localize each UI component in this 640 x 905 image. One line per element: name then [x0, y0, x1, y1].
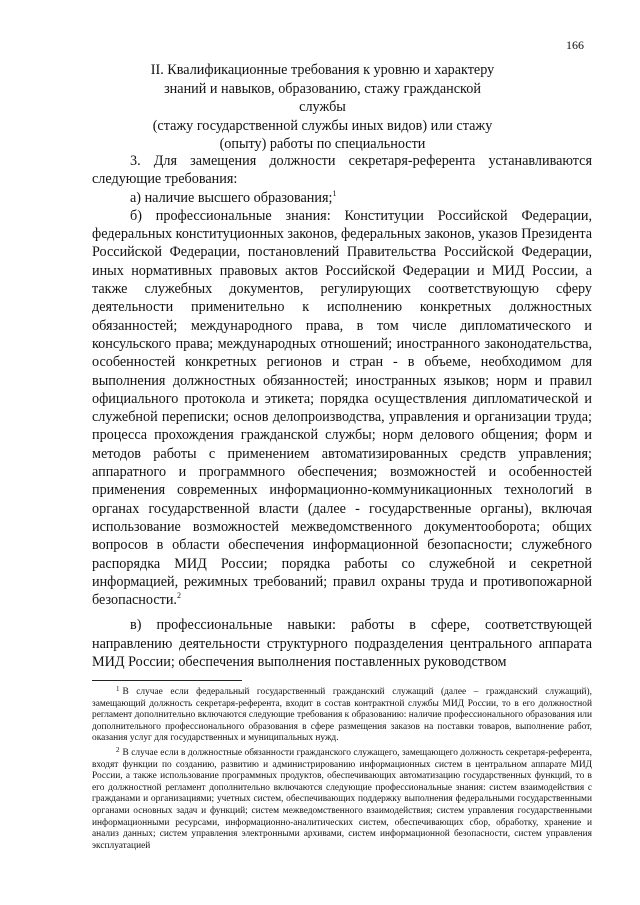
page-number: 166 — [566, 38, 584, 52]
section-heading — [150, 61, 495, 154]
footnote-reference: 1 — [332, 188, 337, 198]
footnote-2 — [92, 745, 592, 852]
requirement-b — [92, 207, 592, 610]
requirement-v: в) профессиональные навыки: работы в сфере, соответствующей направлению деятельности структурного подразделения центрального аппарата МИД России; обеспечения выполнения поставленных руководством — [92, 617, 592, 671]
footnote-1 — [92, 684, 592, 745]
requirements-intro: 3. Для замещения должности секретаря-референта устанавливаются следующие требования: — [92, 153, 592, 188]
footnote-text: В случае если в должностные обязанности гражданского служащего, замещающего должность секретаря-референта, входят функции по созданию, развитию и администрированию информационных систем в центральном аппарате МИД России, а также использование программных продуктов, обеспечивающих автоматизацию государственных функций, то в его должностной регламент дополнительно включаются следующие профессиональные знания: систем взаимодействия с гражданами и организациями; учетных систем, обеспечивающих поддержку выполнения федеральными государственными органами основных задач и функций; систем межведомственного взаимодействия; систем управления государственными информационными ресурсами, информационно-аналитических систем, обеспечивающих сбор, обработку, хранение и анализ данных; систем управления электронными архивами, систем информационной безопасности, систем управления эксплуатацией — [92, 747, 592, 851]
heading-line: II. Квалификационные требования к уровню и характеру — [150, 62, 495, 78]
requirement-a-text: а) наличие высшего образования; — [130, 189, 333, 206]
footnote-text: В случае если федеральный государственный гражданский служащий (далее – гражданский служащий), замещающий должность секретаря-референта, входит в состав контрактной службы МИД России, то в его должностной регламент дополнительно включаются следующие требования к образованию: наличие профессионального образования или дополнительного профессионального образования в сфере размещения заказов на поставки товаров, выполнение работ, оказания услуг для государственных и муниципальных нужд. — [92, 687, 592, 744]
heading-line: (стажу государственной службы иных видов) или стажу — [152, 117, 493, 134]
footnotes — [92, 684, 592, 852]
requirement-b-text: б) профессиональные знания: Конституции Российской Федерации, федеральных конституционных законов, федеральных законов, указов Президента Российской Федерации, постановлений Правительства Российской Федерации, иных нормативных правовых актов Российской Федерации и МИД России, а также служебных документов, регулирующих соответствующую сферу деятельности применительно к исполнению конкретных должностных обязанностей; международного права, в том числе дипломатического и консульского права; международных отношений; иностранного законодательства, особенностей конкретных регионов и стран - в объеме, необходимом для выполнения должностных обязанностей; иностранных языков; норм и правил официального протокола и этикета; порядка осуществления дипломатической и служебной переписки; основ делопроизводства, управления и организации труда; процесса прохождения гражданской службы; норм делового общения; форм и методов работы с применением автоматизированных средств управления; аппаратного и программного обеспечения; возможностей и особенностей применения современных информационно-коммуникационных технологий в органах государственной власти (далее - государственные органы), включая использование возможностей межведомственного документооборота; общих вопросов в области обеспечения информационной безопасности; служебного распорядка МИД России; порядка работы со служебной и секретной информацией, режимных требований; правил охраны труда и противопожарной безопасности. — [92, 207, 592, 609]
footnote-mark: 2 — [116, 745, 120, 754]
footnote-mark: 1 — [116, 685, 120, 693]
heading-line: знаний и навыков, образованию, стажу гражданской службы — [164, 80, 481, 116]
requirement-a — [92, 189, 592, 207]
footnote-reference: 2 — [176, 591, 181, 601]
heading-line: (опыту) работы по специальности — [219, 136, 426, 153]
main-text — [92, 152, 592, 671]
footnote-separator — [92, 680, 242, 681]
